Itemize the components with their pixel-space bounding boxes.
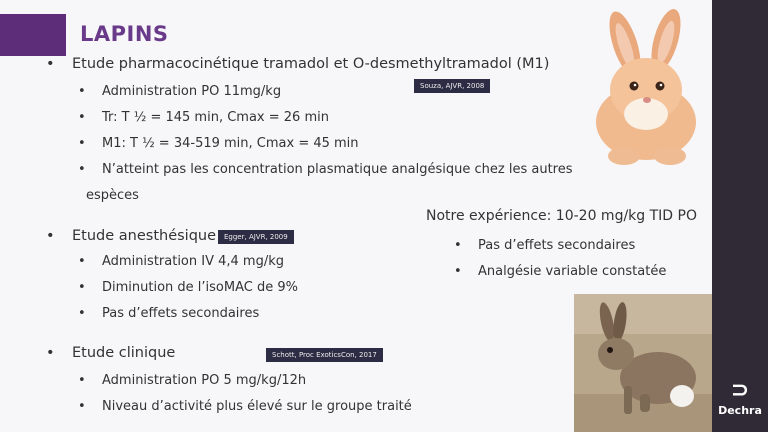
bullet-icon: • xyxy=(46,228,55,244)
bullet-item xyxy=(78,254,284,269)
experience-item xyxy=(454,238,636,253)
bullet-icon: • xyxy=(78,373,86,388)
bullet-icon: • xyxy=(46,56,55,72)
bullet-icon: • xyxy=(78,280,86,295)
bullet-icon: • xyxy=(46,345,55,361)
bullet-text: Analgésie variable constatée xyxy=(478,264,667,279)
bullet-icon: • xyxy=(78,399,86,414)
bullet-text: Administration PO 11mg/kg xyxy=(102,84,282,99)
bullet-icon: • xyxy=(78,254,86,269)
bullet-text: Pas d’effets secondaires xyxy=(478,238,636,253)
bullet-icon: • xyxy=(78,162,86,177)
bullet-item xyxy=(78,306,260,321)
bullet-item xyxy=(78,84,282,99)
bullet-icon: • xyxy=(78,136,86,151)
slide-title: LAPINS xyxy=(80,22,169,46)
bullet-item xyxy=(78,110,329,125)
section-heading-text: Etude anesthésique xyxy=(72,228,217,244)
bullet-item xyxy=(78,399,412,414)
dechra-logo-icon: ⊃ xyxy=(730,378,750,403)
bullet-text: Administration IV 4,4 mg/kg xyxy=(102,254,284,269)
dechra-logo xyxy=(712,380,768,417)
section-anesthetic-heading xyxy=(46,228,217,244)
bullet-item xyxy=(78,162,573,177)
bullet-text: Tr: T ½ = 145 min, Cmax = 26 min xyxy=(102,110,329,125)
right-sidebar-band xyxy=(712,0,768,432)
section-heading-text: Etude pharmacocinétique tramadol et O-desmethyltramadol (M1) xyxy=(72,56,550,72)
bullet-icon: • xyxy=(78,110,86,125)
bullet-text: Diminution de l’isoMAC de 9% xyxy=(102,280,298,295)
bullet-text: Pas d’effets secondaires xyxy=(102,306,260,321)
wild-rabbit-photo xyxy=(574,294,712,432)
bullet-item xyxy=(78,136,359,151)
wild-rabbit-illustration xyxy=(574,294,712,432)
bullet-item xyxy=(78,280,298,295)
reference-badge-schott: Schott, Proc ExoticsCon, 2017 xyxy=(266,348,383,362)
bullet-text: Administration PO 5 mg/kg/12h xyxy=(102,373,307,388)
bullet-item-continuation: espèces xyxy=(86,188,139,203)
rabbit-photo xyxy=(580,4,710,174)
bullet-text: M1: T ½ = 34-519 min, Cmax = 45 min xyxy=(102,136,359,151)
section-clinical-heading xyxy=(46,345,176,361)
experience-title: Notre expérience: 10-20 mg/kg TID PO xyxy=(426,208,697,224)
section-heading-text: Etude clinique xyxy=(72,345,176,361)
reference-badge-souza: Souza, AJVR, 2008 xyxy=(414,79,490,93)
bullet-icon: • xyxy=(454,238,462,253)
dechra-logo-text: Dechra xyxy=(718,404,762,417)
bullet-item xyxy=(78,373,307,388)
bullet-text: N’atteint pas les concentration plasmatique analgésique chez les autres xyxy=(102,162,573,177)
bullet-icon: • xyxy=(78,84,86,99)
title-accent-bar xyxy=(0,14,66,56)
experience-item xyxy=(454,264,667,279)
bullet-text: Niveau d’activité plus élevé sur le groupe traité xyxy=(102,399,412,414)
reference-badge-egger: Egger, AJVR, 2009 xyxy=(218,230,294,244)
bullet-icon: • xyxy=(454,264,462,279)
section-pharmacokinetic-heading xyxy=(46,56,550,72)
bullet-icon: • xyxy=(78,306,86,321)
rabbit-illustration xyxy=(580,4,710,174)
